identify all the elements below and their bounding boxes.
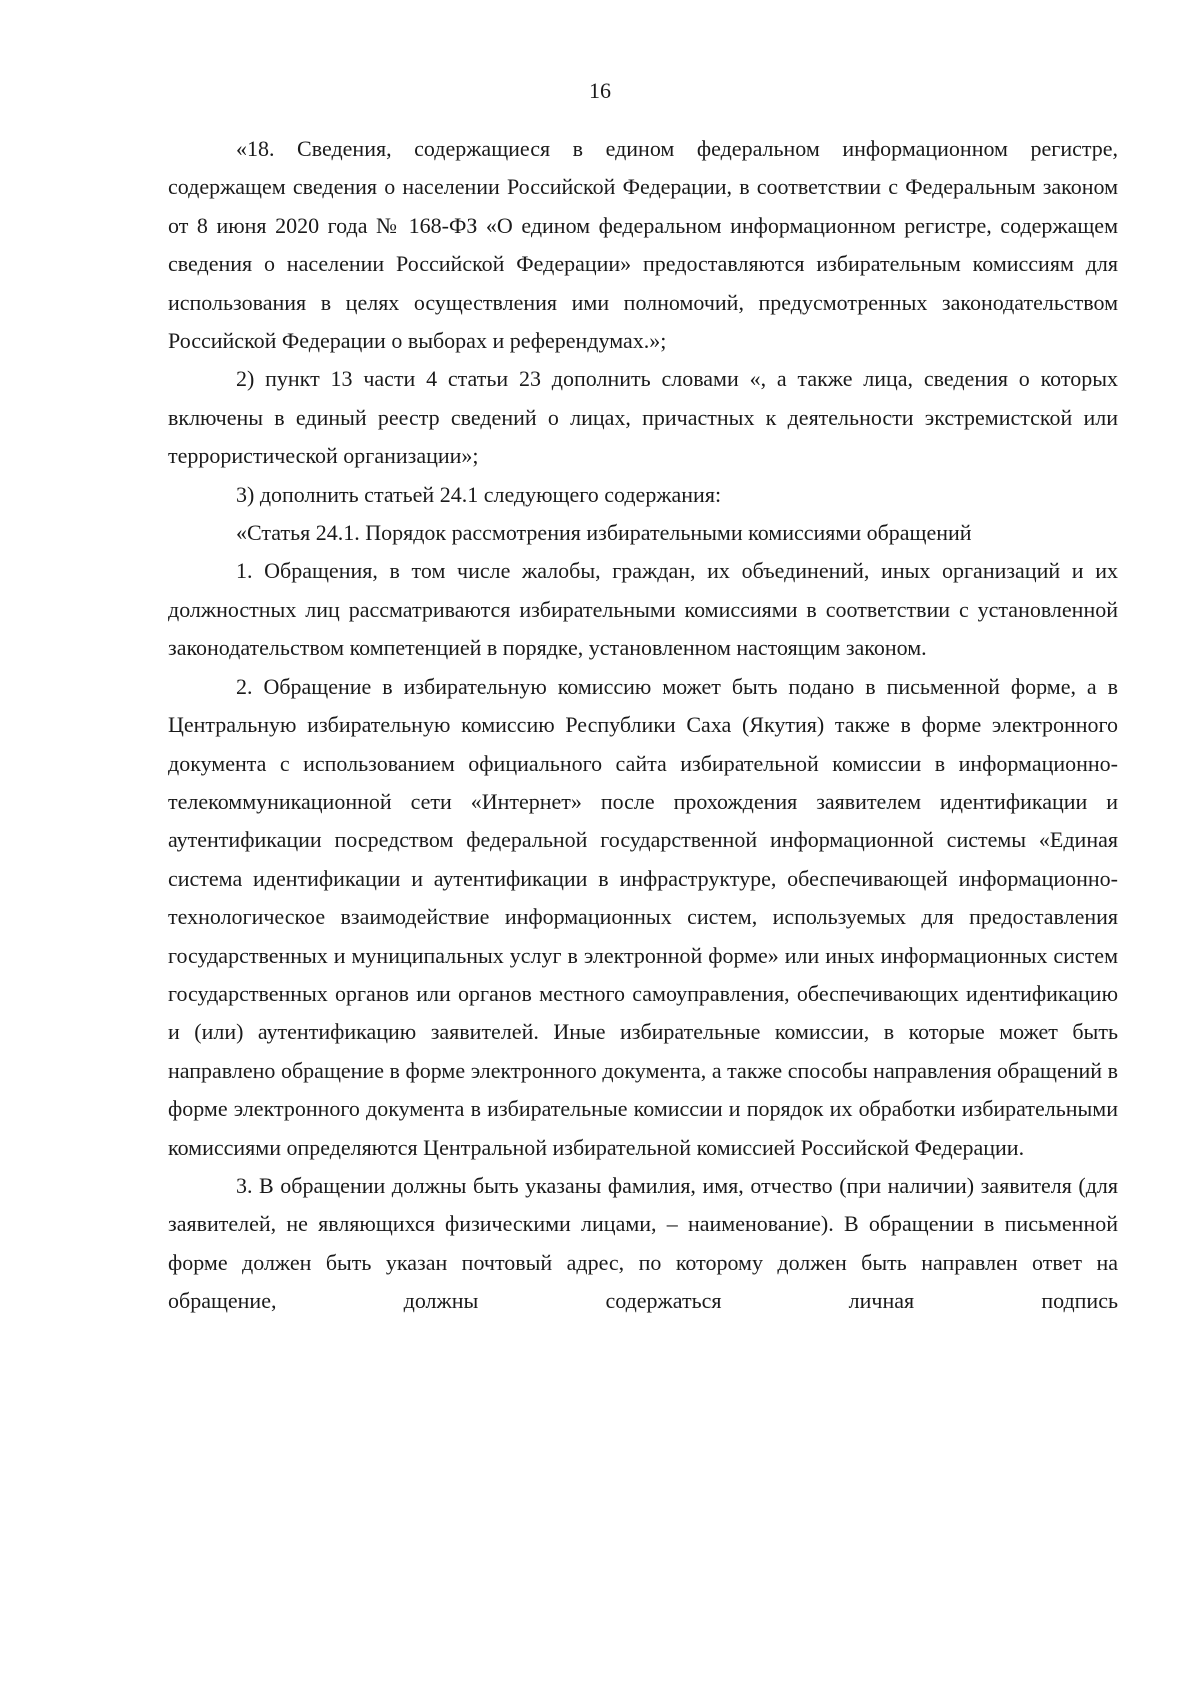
document-body	[168, 130, 1118, 1321]
paragraph-item-1: 1. Обращения, в том числе жалобы, граждан, их объединений, иных организаций и их должностных лиц рассматриваются избирательными комиссиями в соответствии с установленной законодательством компетенцией в порядке, установленном настоящим законом.	[168, 558, 1118, 661]
article-heading: «Статья 24.1. Порядок рассмотрения избирательными комиссиями обращений	[236, 520, 972, 546]
page-number: 16	[589, 78, 611, 103]
paragraph-item-2: 2. Обращение в избирательную комиссию может быть подано в письменной форме, а в Центральную избирательную комиссию Республики Саха (Якутия) также в форме электронного документа с использованием официального сайта избирательной комиссии в информационно-телекоммуникационной сети «Интернет» после прохождения заявителем идентификации и аутентификации посредством федеральной государственной информационной системы «Единая система идентификации и аутентификации в инфраструктуре, обеспечивающей информационно-технологическое взаимодействие информационных систем, используемых для предоставления государственных и муниципальных услуг в электронной форме» или иных информационных систем государственных органов или органов местного самоуправления, обеспечивающих идентификацию и (или) аутентификацию заявителей. Иные избирательные комиссии, в которые может быть направлено обращение в форме электронного документа, а также способы направления обращений в форме электронного документа в избирательные комиссии и порядок их обработки избирательными комиссиями определяются Центральной избирательной комиссией Российской Федерации.	[168, 673, 1118, 1160]
paragraph-item-3: 3. В обращении должны быть указаны фамилия, имя, отчество (при наличии) заявителя (для заявителей, не являющихся физическими лицами, – наименование). В обращении в письменной форме должен быть указан почтовый адрес, по которому должен быть направлен ответ на обращение, должны содержаться личная подпись	[168, 1172, 1118, 1314]
paragraph-amendment-2: 2) пункт 13 части 4 статьи 23 дополнить словами «, а также лица, сведения о которых включены в единый реестр сведений о лицах, причастных к деятельности экстремистской или террористической организации»;	[168, 366, 1118, 469]
paragraph-amendment-3: 3) дополнить статьей 24.1 следующего содержания:	[236, 481, 722, 507]
paragraph-clause-18: «18. Сведения, содержащиеся в едином федеральном информационном регистре, содержащем сведения о населении Российской Федерации, в соответствии с Федеральным законом от 8 июня 2020 года № 168-ФЗ «О едином федеральном информационном регистре, содержащем сведения о населении Российской Федерации» предоставляются избирательным комиссиям для использования в целях осуществления ими полномочий, предусмотренных законодательством Российской Федерации о выборах и референдумах.»;	[168, 136, 1118, 354]
